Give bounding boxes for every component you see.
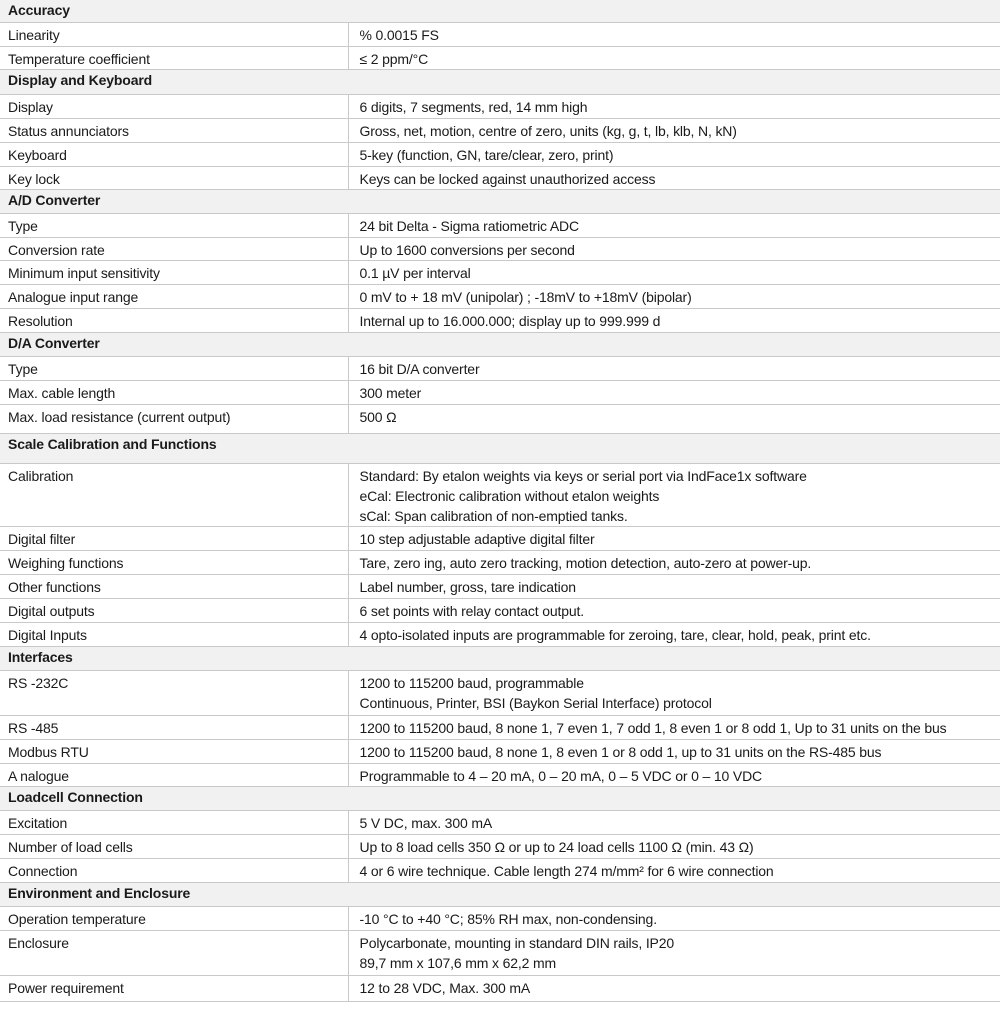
spec-label: Digital filter: [0, 526, 348, 550]
section-header-environment-and-enclosure: [0, 882, 1000, 906]
spec-value-line: Label number, gross, tare indication: [359, 578, 576, 595]
spec-value-line: eCal: Electronic calibration without etalon weights: [359, 487, 660, 504]
spec-row: [0, 380, 1000, 404]
spec-label: Enclosure: [0, 930, 348, 975]
spec-value: [348, 975, 1000, 1001]
section-title: Loadcell Connection: [0, 786, 1000, 810]
spec-row: [0, 142, 1000, 166]
spec-row: [0, 260, 1000, 284]
spec-value-line: Up to 1600 conversions per second: [359, 241, 575, 258]
spec-row: [0, 404, 1000, 433]
section-title: D/A Converter: [0, 332, 1000, 356]
spec-label: Max. load resistance (current output): [0, 404, 348, 433]
spec-row: [0, 46, 1000, 69]
spec-row: [0, 166, 1000, 189]
spec-row: [0, 858, 1000, 882]
spec-value: [348, 526, 1000, 550]
spec-value-line: 5 V DC, max. 300 mA: [359, 814, 493, 831]
spec-value-line: Programmable to 4 – 20 mA, 0 – 20 mA, 0 – 5 VDC or 0 – 10 VDC: [359, 767, 762, 784]
spec-label: Display: [0, 94, 348, 118]
spec-label: Linearity: [0, 22, 348, 46]
spec-label: A nalogue: [0, 763, 348, 786]
spec-label: Type: [0, 213, 348, 237]
spec-value-line: Internal up to 16.000.000; display up to 999.999 d: [359, 312, 661, 329]
spec-label: Calibration: [0, 463, 348, 526]
spec-label: Operation temperature: [0, 906, 348, 930]
spec-label: Connection: [0, 858, 348, 882]
spec-value-line: ≤ 2 ppm/°C: [359, 50, 429, 67]
spec-label: Analogue input range: [0, 284, 348, 308]
spec-label: Weighing functions: [0, 550, 348, 574]
spec-label: Type: [0, 356, 348, 380]
spec-value: [348, 237, 1000, 260]
spec-value-line: -10 °C to +40 °C; 85% RH max, non-condensing.: [359, 910, 657, 927]
spec-value-line: 0.1 µV per interval: [359, 264, 471, 281]
spec-value-line: Continuous, Printer, BSI (Baykon Serial Interface) protocol: [359, 694, 712, 711]
spec-value: [348, 94, 1000, 118]
spec-row: [0, 526, 1000, 550]
spec-value: [348, 284, 1000, 308]
spec-value-line: % 0.0015 FS: [359, 26, 439, 43]
spec-value: [348, 598, 1000, 622]
spec-value: [348, 834, 1000, 858]
spec-row: [0, 598, 1000, 622]
spec-value: [348, 906, 1000, 930]
section-title: Interfaces: [0, 646, 1000, 670]
spec-value-line: 6 set points with relay contact output.: [359, 602, 585, 619]
section-header-d-a-converter: [0, 332, 1000, 356]
spec-row: [0, 930, 1000, 975]
section-title: Scale Calibration and Functions: [0, 433, 1000, 463]
section-header-scale-calibration-and-functions: [0, 433, 1000, 463]
spec-value-line: 300 meter: [359, 384, 422, 401]
spec-value: [348, 622, 1000, 646]
spec-value: [348, 46, 1000, 69]
section-title: Display and Keyboard: [0, 69, 1000, 94]
spec-value-line: 10 step adjustable adaptive digital filter: [359, 530, 595, 547]
spec-row: [0, 213, 1000, 237]
spec-value-line: 1200 to 115200 baud, programmable: [359, 674, 584, 691]
spec-label: Excitation: [0, 810, 348, 834]
spec-value-line: Keys can be locked against unauthorized access: [359, 170, 656, 187]
spec-row: [0, 308, 1000, 332]
spec-value-line: Up to 8 load cells 350 Ω or up to 24 load cells 1100 Ω (min. 43 Ω): [359, 838, 754, 855]
spec-value-line: 0 mV to + 18 mV (unipolar) ; -18mV to +18mV (bipolar): [359, 288, 692, 305]
spec-label: Power requirement: [0, 975, 348, 1001]
spec-value-line: 500 Ω: [359, 408, 397, 425]
section-header-a-d-converter: [0, 189, 1000, 213]
spec-label: Resolution: [0, 308, 348, 332]
spec-value-line: 1200 to 115200 baud, 8 none 1, 8 even 1 or 8 odd 1, up to 31 units on the RS-485 bus: [359, 743, 882, 760]
spec-value-line: 6 digits, 7 segments, red, 14 mm high: [359, 98, 588, 115]
spec-label: Temperature coefficient: [0, 46, 348, 69]
section-header-interfaces: [0, 646, 1000, 670]
spec-value: [348, 118, 1000, 142]
spec-row: [0, 22, 1000, 46]
spec-value-line: 89,7 mm x 107,6 mm x 62,2 mm: [359, 954, 557, 971]
spec-value: [348, 22, 1000, 46]
spec-value: [348, 308, 1000, 332]
spec-row: [0, 834, 1000, 858]
spec-row: [0, 739, 1000, 763]
spec-value: [348, 463, 1000, 526]
spec-value: [348, 670, 1000, 715]
spec-label: Minimum input sensitivity: [0, 260, 348, 284]
spec-row: [0, 763, 1000, 786]
spec-row: [0, 810, 1000, 834]
spec-value-line: Tare, zero ing, auto zero tracking, motion detection, auto-zero at power-up.: [359, 554, 812, 571]
section-title: Environment and Enclosure: [0, 882, 1000, 906]
spec-value-line: 24 bit Delta - Sigma ratiometric ADC: [359, 217, 579, 234]
section-header-display-and-keyboard: [0, 69, 1000, 94]
spec-value: [348, 858, 1000, 882]
section-header-accuracy: [0, 0, 1000, 22]
spec-label: RS -485: [0, 715, 348, 739]
spec-row: [0, 906, 1000, 930]
spec-row: [0, 118, 1000, 142]
spec-value: [348, 380, 1000, 404]
spec-value: [348, 550, 1000, 574]
spec-label: Keyboard: [0, 142, 348, 166]
spec-row: [0, 237, 1000, 260]
section-header-loadcell-connection: [0, 786, 1000, 810]
spec-label: Other functions: [0, 574, 348, 598]
spec-value: [348, 142, 1000, 166]
spec-label: RS -232C: [0, 670, 348, 715]
section-title: Accuracy: [0, 0, 1000, 22]
spec-value-line: Gross, net, motion, centre of zero, units (kg, g, t, lb, klb, N, kN): [359, 122, 737, 139]
spec-row: [0, 463, 1000, 526]
spec-value-line: 12 to 28 VDC, Max. 300 mA: [359, 979, 531, 996]
spec-value: [348, 166, 1000, 189]
spec-value: [348, 715, 1000, 739]
spec-value: [348, 810, 1000, 834]
spec-row: [0, 550, 1000, 574]
spec-value-line: Polycarbonate, mounting in standard DIN rails, IP20: [359, 934, 675, 951]
spec-value: [348, 404, 1000, 433]
spec-label: Max. cable length: [0, 380, 348, 404]
spec-value-line: 4 opto-isolated inputs are programmable for zeroing, tare, clear, hold, peak, print etc.: [359, 626, 871, 643]
spec-value: [348, 574, 1000, 598]
spec-label: Modbus RTU: [0, 739, 348, 763]
spec-value-line: sCal: Span calibration of non-emptied tanks.: [359, 507, 628, 524]
spec-row: [0, 356, 1000, 380]
spec-row: [0, 622, 1000, 646]
spec-value: [348, 260, 1000, 284]
spec-row: [0, 670, 1000, 715]
spec-value-line: 4 or 6 wire technique. Cable length 274 m/mm² for 6 wire connection: [359, 862, 774, 879]
spec-label: Digital outputs: [0, 598, 348, 622]
spec-row: [0, 574, 1000, 598]
spec-label: Digital Inputs: [0, 622, 348, 646]
spec-value-line: 1200 to 115200 baud, 8 none 1, 7 even 1, 7 odd 1, 8 even 1 or 8 odd 1, Up to 31 units on the bus: [359, 719, 947, 736]
spec-value: [348, 763, 1000, 786]
spec-value: [348, 356, 1000, 380]
spec-label: Key lock: [0, 166, 348, 189]
spec-value: [348, 930, 1000, 975]
spec-value-line: 16 bit D/A converter: [359, 360, 480, 377]
spec-row: [0, 94, 1000, 118]
spec-value-line: Standard: By etalon weights via keys or serial port via IndFace1x software: [359, 467, 807, 484]
spec-label: Status annunciators: [0, 118, 348, 142]
spec-value: [348, 739, 1000, 763]
spec-label: Number of load cells: [0, 834, 348, 858]
spec-value-line: 5-key (function, GN, tare/clear, zero, print): [359, 146, 614, 163]
spec-label: Conversion rate: [0, 237, 348, 260]
spec-row: [0, 715, 1000, 739]
section-title: A/D Converter: [0, 189, 1000, 213]
spec-value: [348, 213, 1000, 237]
spec-row: [0, 975, 1000, 1001]
spec-row: [0, 284, 1000, 308]
